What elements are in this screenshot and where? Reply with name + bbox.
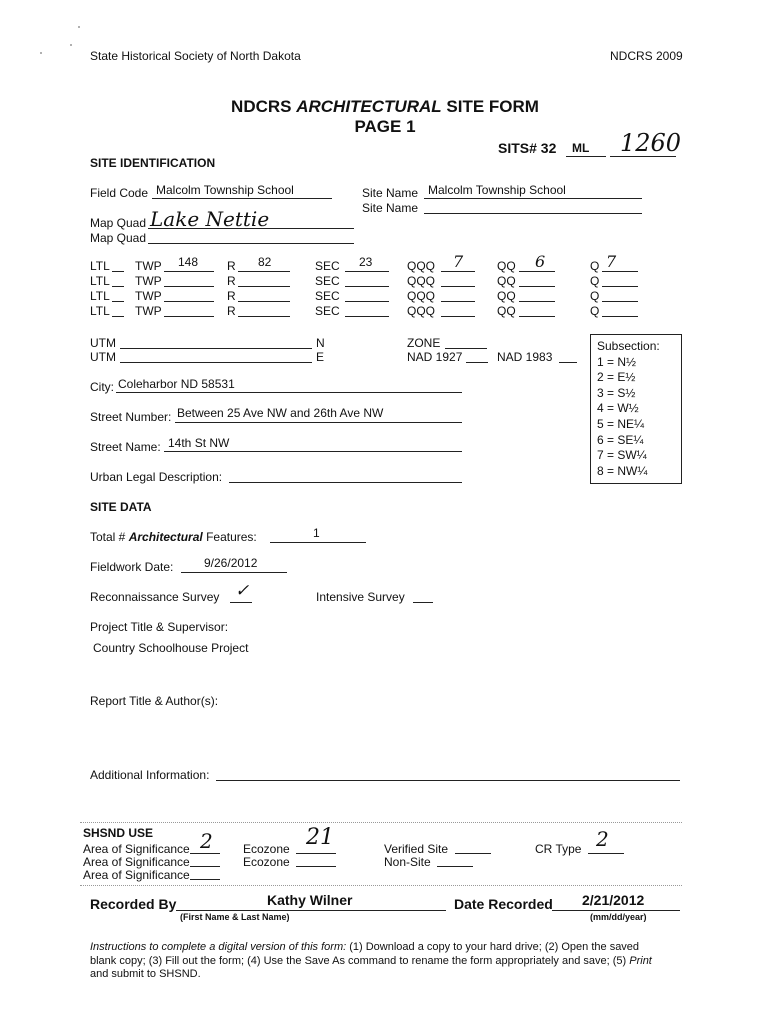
instructions-part: blank copy; (3) Fill out the form; (4) Use the Save As command to rename the form appropriately and save; (5) — [90, 955, 630, 967]
verified-site-label: Verified Site — [384, 842, 449, 856]
legal-twp-label: TWP — [135, 274, 162, 288]
legal-qq-label: QQ — [497, 304, 516, 318]
sits-label: SITS# 32 — [498, 140, 557, 156]
legal-twp-label: TWP — [135, 259, 162, 273]
instructions-part: Instructions to complete a digital version of this form: — [90, 941, 347, 953]
legal-sec-line — [345, 301, 389, 302]
subsection-item: 5 = NE¼ — [597, 416, 645, 431]
cr-type-line — [588, 853, 624, 854]
legal-ltl-label: LTL — [90, 304, 110, 318]
legal-sec-label: SEC — [315, 304, 340, 318]
subsection-item: 3 = S½ — [597, 385, 636, 400]
subsection-box — [590, 334, 682, 484]
legal-sec-label: SEC — [315, 289, 340, 303]
total-features-value[interactable]: 1 — [313, 526, 320, 540]
date-recorded-line — [552, 910, 680, 911]
recorded-by-value[interactable]: Kathy Wilner — [267, 892, 353, 908]
page-title: PAGE 1 — [354, 117, 416, 136]
intensive-survey-line — [413, 602, 433, 603]
site-name-line-2 — [424, 213, 642, 214]
sits-county[interactable]: ML — [572, 141, 590, 155]
legal-qqq-line — [441, 301, 475, 302]
zone-label: ZONE — [407, 336, 441, 350]
utm-e-label: E — [316, 350, 325, 364]
scan-speck — [40, 52, 42, 54]
total-features-label — [90, 530, 257, 544]
legal-twp-line — [164, 271, 214, 272]
utm-label-2: UTM — [90, 350, 116, 364]
legal-sec-label: SEC — [315, 274, 340, 288]
legal-ltl-line — [112, 271, 124, 272]
legal-r-label: R — [227, 274, 236, 288]
field-code-value[interactable]: Malcolm Township School — [156, 183, 294, 197]
aos2-line — [190, 866, 220, 867]
legal-q-line — [602, 286, 638, 287]
map-quad-label: Map Quad — [90, 216, 147, 230]
aos1-value[interactable]: 2 — [200, 829, 213, 853]
legal-qqq-value[interactable]: 7 — [453, 252, 464, 271]
legal-qqq-line — [441, 316, 475, 317]
legal-q-value[interactable]: 7 — [606, 252, 617, 271]
map-quad-value[interactable]: Lake Nettie — [150, 207, 270, 231]
instructions-line-2 — [90, 955, 652, 968]
date-recorded-label: Date Recorded — [454, 896, 553, 912]
additional-info-label: Additional Information: — [90, 768, 210, 782]
nad1983-line — [559, 362, 577, 363]
legal-twp-line — [164, 286, 214, 287]
legal-ltl-label: LTL — [90, 274, 110, 288]
street-number-label: Street Number: — [90, 410, 172, 424]
legal-qqq-line — [441, 271, 475, 272]
legal-sec-label: SEC — [315, 259, 340, 273]
legal-sec-value[interactable]: 23 — [359, 255, 373, 269]
city-value[interactable]: Coleharbor ND 58531 — [118, 377, 235, 391]
legal-twp-label: TWP — [135, 289, 162, 303]
field-code-line — [152, 198, 332, 199]
report-title-label: Report Title & Author(s): — [90, 694, 219, 708]
legal-r-line — [238, 301, 290, 302]
section-heading-shsnd-use: SHSND USE — [83, 826, 154, 840]
legal-qq-label: QQ — [497, 274, 516, 288]
recon-check-mark[interactable]: ✓ — [235, 581, 250, 601]
legal-twp-label: TWP — [135, 304, 162, 318]
label-part: Architectural — [128, 530, 203, 544]
zone-line — [445, 348, 487, 349]
instructions-part: Print — [629, 955, 652, 967]
ecozone1-value[interactable]: 21 — [306, 825, 334, 850]
title-part: ARCHITECTURAL — [296, 97, 442, 116]
aos1-line — [190, 853, 220, 854]
label-part: Features: — [202, 530, 257, 544]
title-part: SITE FORM — [441, 97, 539, 116]
legal-r-label: R — [227, 259, 236, 273]
recorded-by-label: Recorded By — [90, 896, 177, 912]
legal-q-line — [602, 316, 638, 317]
sits-number[interactable]: 1260 — [620, 129, 682, 157]
street-number-value[interactable]: Between 25 Ave NW and 26th Ave NW — [177, 406, 384, 420]
date-recorded-value[interactable]: 2/21/2012 — [582, 892, 645, 908]
legal-qq-line — [519, 271, 555, 272]
scan-speck — [70, 44, 72, 46]
legal-sec-line — [345, 286, 389, 287]
instructions-part: (1) Download a copy to your hard drive; (2) Open the saved — [346, 941, 640, 953]
legal-twp-line — [164, 316, 214, 317]
site-name-label: Site Name — [362, 186, 419, 200]
legal-r-line — [238, 271, 290, 272]
label-part: Total # — [90, 530, 129, 544]
legal-ltl-label: LTL — [90, 259, 110, 273]
recorded-by-hint: (First Name & Last Name) — [180, 912, 290, 922]
legal-qq-line — [519, 316, 555, 317]
project-title-label: Project Title & Supervisor: — [90, 620, 229, 634]
legal-qq-line — [519, 286, 555, 287]
sits-county-line — [566, 156, 606, 157]
legal-r-label: R — [227, 304, 236, 318]
area-of-significance-label-3: Area of Significance — [83, 868, 190, 882]
subsection-item: 1 = N½ — [597, 354, 637, 369]
fieldwork-date-line — [181, 572, 287, 573]
subsection-item: 4 = W½ — [597, 401, 639, 416]
instructions-line-1 — [90, 941, 639, 954]
urban-legal-label: Urban Legal Description: — [90, 470, 223, 484]
legal-twp-line — [164, 301, 214, 302]
ecozone1-line — [296, 853, 336, 854]
section-heading-site-identification: SITE IDENTIFICATION — [90, 156, 216, 170]
legal-ltl-line — [112, 301, 124, 302]
legal-sec-line — [345, 271, 389, 272]
nad1927-line — [466, 362, 488, 363]
recon-survey-label: Reconnaissance Survey — [90, 590, 220, 604]
ecozone-label-2: Ecozone — [243, 855, 290, 869]
recorded-by-line — [176, 910, 446, 911]
intensive-survey-label: Intensive Survey — [316, 590, 405, 604]
utm-label-1: UTM — [90, 336, 116, 350]
recon-survey-line — [230, 602, 252, 603]
legal-qqq-label: QQQ — [407, 259, 436, 273]
title-part: NDCRS — [231, 97, 297, 116]
urban-legal-line — [229, 482, 462, 483]
subsection-item: 7 = SW¼ — [597, 448, 647, 463]
section-heading-site-data: SITE DATA — [90, 500, 152, 514]
site-name-line-1 — [424, 198, 642, 199]
fieldwork-date-value[interactable]: 9/26/2012 — [204, 556, 258, 570]
street-number-line — [175, 422, 462, 423]
ecozone-label-1: Ecozone — [243, 842, 290, 856]
scan-speck — [78, 26, 80, 28]
legal-qqq-label: QQQ — [407, 274, 436, 288]
verified-site-line — [455, 853, 491, 854]
legal-qq-value[interactable]: 6 — [535, 252, 546, 271]
utm-n-label: N — [316, 336, 325, 350]
legal-q-label: Q — [590, 274, 600, 288]
cr-type-label: CR Type — [535, 842, 582, 856]
area-of-significance-label-1: Area of Significance — [83, 842, 190, 856]
site-name-label-2: Site Name — [362, 201, 419, 215]
street-name-label: Street Name: — [90, 440, 161, 454]
subsection-item: 8 = NW¼ — [597, 463, 648, 478]
additional-info-line — [216, 780, 680, 781]
legal-q-label: Q — [590, 289, 600, 303]
legal-q-label: Q — [590, 304, 600, 318]
ecozone2-line — [296, 866, 336, 867]
map-quad-line-2 — [148, 243, 354, 244]
legal-r-line — [238, 316, 290, 317]
area-of-significance-label-2: Area of Significance — [83, 855, 190, 869]
legal-r-label: R — [227, 289, 236, 303]
utm-e-line — [120, 362, 312, 363]
legal-twp-value[interactable]: 148 — [178, 255, 199, 269]
legal-ltl-line — [112, 286, 124, 287]
city-line — [116, 392, 462, 393]
nad1983-label: NAD 1983 — [497, 350, 553, 364]
street-name-value[interactable]: 14th St NW — [168, 436, 230, 450]
legal-q-label: Q — [590, 259, 600, 273]
legal-ltl-line — [112, 316, 124, 317]
aos3-line — [190, 879, 220, 880]
legal-q-line — [602, 301, 638, 302]
subsection-item: 2 = E½ — [597, 370, 636, 385]
legal-sec-line — [345, 316, 389, 317]
form-title — [0, 97, 770, 117]
legal-q-line — [602, 271, 638, 272]
project-title-value[interactable]: Country Schoolhouse Project — [93, 641, 249, 655]
legal-qq-line — [519, 301, 555, 302]
nad1927-label: NAD 1927 — [407, 350, 463, 364]
legal-qqq-line — [441, 286, 475, 287]
legal-qq-label: QQ — [497, 289, 516, 303]
date-recorded-hint: (mm/dd/year) — [590, 912, 647, 922]
legal-r-value[interactable]: 82 — [258, 255, 272, 269]
fieldwork-date-label: Fieldwork Date: — [90, 560, 174, 574]
field-code-label: Field Code — [90, 186, 149, 200]
total-features-line — [270, 542, 366, 543]
subsection-heading: Subsection: — [597, 339, 660, 353]
utm-n-line — [120, 348, 312, 349]
legal-qqq-label: QQQ — [407, 289, 436, 303]
instructions-line-3: and submit to SHSND. — [90, 968, 201, 980]
legal-qq-label: QQ — [497, 259, 516, 273]
legal-r-line — [238, 286, 290, 287]
city-label: City: — [90, 380, 114, 394]
legal-ltl-label: LTL — [90, 289, 110, 303]
subsection-item: 6 = SE¼ — [597, 432, 644, 447]
cr-type-value[interactable]: 2 — [596, 827, 609, 851]
non-site-line — [437, 866, 473, 867]
site-name-value[interactable]: Malcolm Township School — [428, 183, 566, 197]
form-code: NDCRS 2009 — [610, 49, 683, 63]
map-quad-label-2: Map Quad — [90, 231, 147, 245]
non-site-label: Non-Site — [384, 855, 431, 869]
street-name-line — [164, 451, 462, 452]
legal-qqq-label: QQQ — [407, 304, 436, 318]
organization-name: State Historical Society of North Dakota — [90, 49, 301, 63]
